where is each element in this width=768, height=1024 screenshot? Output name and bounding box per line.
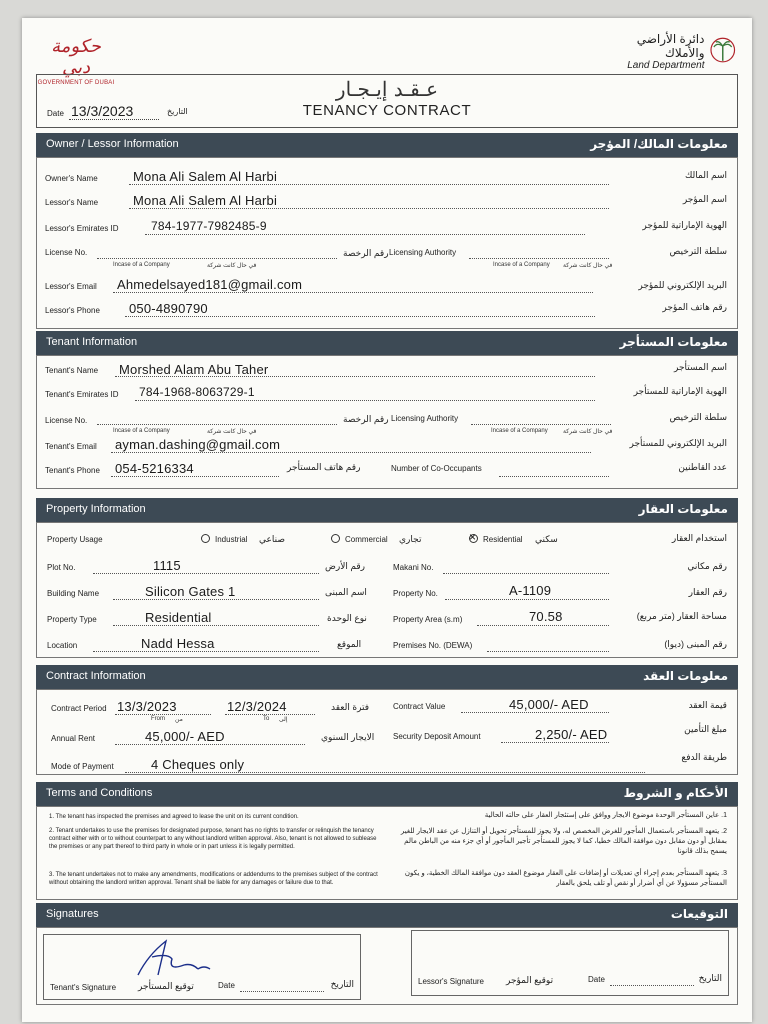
annual-rent-line [115, 744, 305, 745]
property-type-line [113, 625, 319, 626]
tenant-email-line [111, 452, 591, 453]
building-name-label-arabic: اسم المبنى [325, 587, 367, 597]
owner-name-field[interactable]: Mona Ali Salem Al Harbi [133, 169, 278, 184]
lessor-email-label: Lessor's Email [45, 282, 97, 291]
lessor-name-field[interactable]: Mona Ali Salem Al Harbi [133, 193, 278, 208]
to-label: To [263, 716, 270, 722]
term-2-arabic: 2. يتعهد المستأجر باستعمال المأجور للغرض المخصص له، ولا يجوز للمستأجر تحويل أو التنازل عن عقد الايجار للغير بمقابل أو دون مقابل دون موافقة المالك خطيا، كما لا يجوز للمستأجر تأجير المأجور أو أي جزء منه من الباطن مالم يسمح بذلك قانونا [400, 828, 727, 855]
lessor-licensing-authority-label-arabic: سلطة الترخيص [669, 246, 727, 256]
owner-name-line [129, 184, 609, 185]
lessor-emirates-id-line [145, 234, 585, 235]
premises-no-line [487, 651, 609, 652]
payment-mode-field[interactable]: 4 Cheques only [151, 757, 245, 772]
plot-no-line [93, 573, 319, 574]
tenant-section-header [36, 331, 738, 355]
signatures-section-header [36, 903, 738, 927]
lessor-phone-label-arabic: رقم هاتف المؤجر [662, 302, 727, 312]
lessor-license-line [97, 258, 337, 259]
tenant-name-label: Tenant's Name [45, 366, 99, 375]
property-section-header [36, 498, 738, 522]
palm-tree-icon [710, 37, 736, 67]
owner-section-header [36, 133, 738, 157]
land-dept-arabic: دائرة الأراضي والأملاك [636, 32, 705, 60]
property-section [36, 522, 738, 658]
security-deposit-line [501, 742, 609, 743]
tenant-licensing-authority-label-arabic: سلطة الترخيص [669, 412, 727, 422]
usage-commercial-label: Commercial [345, 535, 388, 544]
property-no-line [445, 599, 609, 600]
owner-section-title: Owner / Lessor Information [46, 138, 179, 150]
lessor-name-line [129, 208, 609, 209]
term-3-arabic: 3. يتعهد المستأجر بعدم إجراء أي تعديلات أو إضافات على العقار موضوع العقد دون موافقة المالك الخطية، و يكون المستأجر مسؤولا عن أي أضرار أو نقص أو تلف يلحق بالعقار [404, 870, 727, 887]
lessor-licensing-authority-line [469, 258, 609, 259]
terms-section-title: Terms and Conditions [46, 787, 153, 799]
owner-name-label-arabic: اسم المالك [684, 170, 727, 180]
tenant-phone-field[interactable]: 054-5216334 [115, 461, 194, 476]
tenant-phone-label: Tenant's Phone [45, 466, 100, 475]
location-label-arabic: الموقع [337, 639, 362, 649]
usage-industrial-label-arabic: صناعي [259, 534, 285, 544]
contract-value-line [461, 712, 609, 713]
gov-logo-english: GOVERNMENT OF DUBAI [37, 80, 115, 86]
title-english: TENANCY CONTRACT [302, 102, 472, 119]
building-name-line [113, 599, 319, 600]
payment-mode-label: Mode of Payment [51, 762, 114, 771]
date-line [69, 119, 159, 120]
contract-section [36, 689, 738, 775]
tenant-section-title: Tenant Information [46, 336, 138, 348]
lessor-date-label: Date [588, 975, 605, 984]
from-label: From [151, 716, 165, 722]
usage-commercial-radio[interactable] [331, 534, 340, 543]
tenant-phone-label-arabic: رقم هاتف المستأجر [287, 462, 361, 472]
lessor-authority-sub-arabic: في حال كانت شركة [563, 263, 613, 269]
tenant-name-line [115, 376, 595, 377]
contract-value-field[interactable]: 45,000/- AED [509, 697, 589, 712]
lessor-licensing-authority-label: Licensing Authority [389, 248, 457, 257]
makani-no-label: Makani No. [393, 563, 434, 572]
tenant-date-label: Date [218, 981, 235, 990]
property-type-field[interactable]: Residential [145, 610, 212, 625]
tenant-email-field[interactable]: ayman.dashing@gmail.com [115, 437, 281, 452]
tenant-license-label-arabic: رقم الرخصة [343, 414, 389, 424]
lessor-emirates-id-label-arabic: الهوية الإماراتية للمؤجر [642, 220, 727, 230]
title-box [36, 74, 738, 128]
tenant-licensing-authority-line [471, 424, 611, 425]
tenant-emirates-id-label-arabic: الهوية الإماراتية للمستأجر [633, 386, 727, 396]
property-area-label-arabic: مساحة العقار (متر مربع) [636, 611, 727, 621]
property-type-label-arabic: نوع الوحدة [327, 613, 367, 623]
lessor-name-label-arabic: اسم المؤجر [682, 194, 727, 204]
lessor-authority-sub: Incase of a Company [493, 262, 550, 268]
property-section-title: Property Information [46, 503, 146, 515]
tenant-phone-line [111, 476, 279, 477]
lessor-name-label: Lessor's Name [45, 198, 99, 207]
lessor-license-sub: Incase of a Company [113, 262, 170, 268]
date-label: Date [47, 109, 64, 118]
property-usage-label: Property Usage [47, 535, 103, 544]
tenant-license-sub-arabic: في حال كانت شركة [207, 429, 257, 435]
lessor-date-line [610, 985, 694, 986]
lessor-emirates-id-label: Lessor's Emirates ID [45, 224, 119, 233]
tenant-date-line [240, 991, 324, 992]
tenant-name-label-arabic: اسم المستأجر [674, 362, 727, 372]
tenant-email-label: Tenant's Email [45, 442, 97, 451]
tenant-licensing-authority-label: Licensing Authority [391, 414, 459, 423]
premises-no-label: Premises No. (DEWA) [393, 641, 473, 650]
makani-no-label-arabic: رقم مكاني [687, 561, 727, 571]
gov-logo-arabic: حكومة دبي [51, 36, 101, 78]
tenant-license-sub: Incase of a Company [113, 428, 170, 434]
tenant-date-label-arabic: التاريخ [330, 979, 354, 989]
tenant-emirates-id-field[interactable]: 784-1968-8063729-1 [139, 385, 255, 399]
payment-mode-label-arabic: طريقة الدفع [681, 752, 727, 762]
location-line [93, 651, 319, 652]
usage-commercial-label-arabic: تجاري [399, 534, 422, 544]
signatures-section [36, 927, 738, 1005]
date-label-arabic: التاريخ [167, 107, 188, 116]
lessor-license-label-arabic: رقم الرخصة [343, 248, 389, 258]
to-label-arabic: إلى [279, 717, 288, 723]
terms-section-header [36, 782, 738, 806]
from-label-arabic: من [175, 717, 183, 723]
lessor-signature-box[interactable] [411, 930, 729, 996]
contract-section-title: Contract Information [46, 670, 146, 682]
terms-section-title-arabic: الأحكام و الشروط [623, 786, 728, 800]
lessor-email-label-arabic: البريد الإلكتروني للمؤجر [638, 280, 727, 290]
tenant-section [36, 355, 738, 489]
owner-name-label: Owner's Name [45, 174, 98, 183]
tenant-license-label: License No. [45, 416, 88, 425]
tenant-license-line [97, 424, 337, 425]
lessor-phone-label: Lessor's Phone [45, 306, 100, 315]
property-section-title-arabic: معلومات العقار [638, 502, 728, 516]
co-occupants-label: Number of Co-Occupants [391, 464, 482, 473]
building-name-label: Building Name [47, 589, 100, 598]
premises-no-label-arabic: رقم المبنى (ديوا) [664, 639, 727, 649]
lessor-license-sub-arabic: في حال كانت شركة [207, 263, 257, 269]
property-area-label: Property Area (s.m) [393, 615, 463, 624]
lessor-email-line [113, 292, 593, 293]
land-dept-english: Land Department [627, 60, 705, 71]
terms-section [36, 806, 738, 900]
tenant-emirates-id-line [135, 400, 595, 401]
tenant-name-field[interactable]: Morshed Alam Abu Taher [119, 362, 269, 377]
signatures-section-title-arabic: التوقيعات [670, 907, 728, 921]
term-2-english: 2. Tenant undertakes to use the premises for designated purpose, tenant has no rights to transfer or relinquish the tenancy contract either with or to without counterpart to any without landlord written approval. Also, tenant is not allowed to sublease the premises or any part thereof to third party in whole or in part unless it is legally permitted. [49, 828, 377, 850]
tenant-section-title-arabic: معلومات المستأجر [619, 335, 728, 349]
contract-period-to-field[interactable]: 12/3/2024 [227, 699, 287, 714]
plot-no-label-arabic: رقم الأرض [325, 561, 365, 571]
date-value[interactable]: 13/3/2023 [71, 103, 134, 119]
term-3-english: 3. The tenant undertakes not to make any amendments, modifications or addendums to the premises subject of the contract without obtaining the landlord written approval. Tenant shall be liable for any damages or failure due to that. [49, 872, 378, 886]
usage-residential-label: Residential [483, 535, 523, 544]
contract-period-label-arabic: فترة العقد [331, 702, 370, 712]
makani-no-line [443, 573, 609, 574]
term-1-english: 1. The tenant has inspected the premises and agreed to lease the unit on its current condition. [49, 814, 299, 820]
contract-value-label: Contract Value [393, 702, 446, 711]
security-deposit-label-arabic: مبلغ التأمين [684, 724, 727, 734]
contract-period-from-field[interactable]: 13/3/2023 [117, 699, 177, 714]
property-area-line [477, 625, 609, 626]
usage-residential-radio[interactable] [469, 534, 478, 543]
payment-mode-line [125, 772, 645, 773]
tenant-email-label-arabic: البريد الإلكتروني للمستأجر [629, 438, 727, 448]
co-occupants-line [499, 476, 609, 477]
co-occupants-label-arabic: عدد القاطنين [678, 462, 727, 472]
usage-industrial-label: Industrial [215, 535, 248, 544]
tenant-signature-label: Tenant's Signature [50, 983, 117, 992]
title-arabic: عـقـد إيـجـار [335, 77, 439, 101]
usage-residential-label-arabic: سكني [535, 534, 558, 544]
lessor-emirates-id-field[interactable]: 784-1977-7982485-9 [151, 219, 267, 233]
lessor-email-field[interactable]: Ahmedelsayed181@gmail.com [117, 277, 303, 292]
lessor-phone-line [125, 316, 595, 317]
security-deposit-label: Security Deposit Amount [393, 732, 481, 741]
tenant-emirates-id-label: Tenant's Emirates ID [45, 390, 119, 399]
lessor-license-label: License No. [45, 248, 88, 257]
usage-industrial-radio[interactable] [201, 534, 210, 543]
owner-section-title-arabic: معلومات المالك/ المؤجر [590, 137, 728, 151]
lessor-signature-label-arabic: توقيع المؤجر [506, 975, 554, 985]
signatures-section-title: Signatures [46, 908, 99, 920]
property-no-label-arabic: رقم العقار [688, 587, 727, 597]
annual-rent-field[interactable]: 45,000/- AED [145, 729, 225, 744]
annual-rent-label-arabic: الايجار السنوي [321, 732, 375, 742]
lessor-signature-label: Lessor's Signature [418, 977, 485, 986]
contract-section-header [36, 665, 738, 689]
land-department-logo [596, 32, 736, 71]
plot-no-label: Plot No. [47, 563, 76, 572]
tenant-signature-box[interactable] [43, 934, 361, 1000]
property-no-field[interactable]: A-1109 [509, 583, 552, 598]
security-deposit-field[interactable]: 2,250/- AED [535, 727, 608, 742]
property-area-field[interactable]: 70.58 [529, 609, 563, 624]
contract-period-label: Contract Period [51, 704, 107, 713]
contract-page [22, 18, 752, 1022]
building-name-field[interactable]: Silicon Gates 1 [145, 584, 236, 599]
contract-period-to-line [225, 714, 315, 715]
tenant-authority-sub: Incase of a Company [491, 428, 548, 434]
term-1-arabic: 1. عاين المستأجر الوحدة موضوع الايجار ووافق على إستئجار العقار على حالته الحالية [484, 812, 727, 819]
contract-section-title-arabic: معلومات العقد [643, 669, 728, 683]
tenant-signature-scribble [128, 935, 228, 983]
tenant-authority-sub-arabic: في حال كانت شركة [563, 429, 613, 435]
plot-no-field[interactable]: 1115 [153, 558, 181, 573]
contract-value-label-arabic: قيمة العقد [688, 700, 727, 710]
property-usage-label-arabic: استخدام العقار [671, 533, 727, 543]
location-field[interactable]: Nadd Hessa [141, 636, 215, 651]
lessor-date-label-arabic: التاريخ [698, 973, 722, 983]
tenant-signature-label-arabic: توقيع المستأجر [138, 981, 194, 991]
property-type-label: Property Type [47, 615, 97, 624]
property-no-label: Property No. [393, 589, 438, 598]
lessor-phone-field[interactable]: 050-4890790 [129, 301, 208, 316]
owner-section [36, 157, 738, 329]
contract-period-from-line [115, 714, 211, 715]
location-label: Location [47, 641, 78, 650]
annual-rent-label: Annual Rent [51, 734, 96, 743]
